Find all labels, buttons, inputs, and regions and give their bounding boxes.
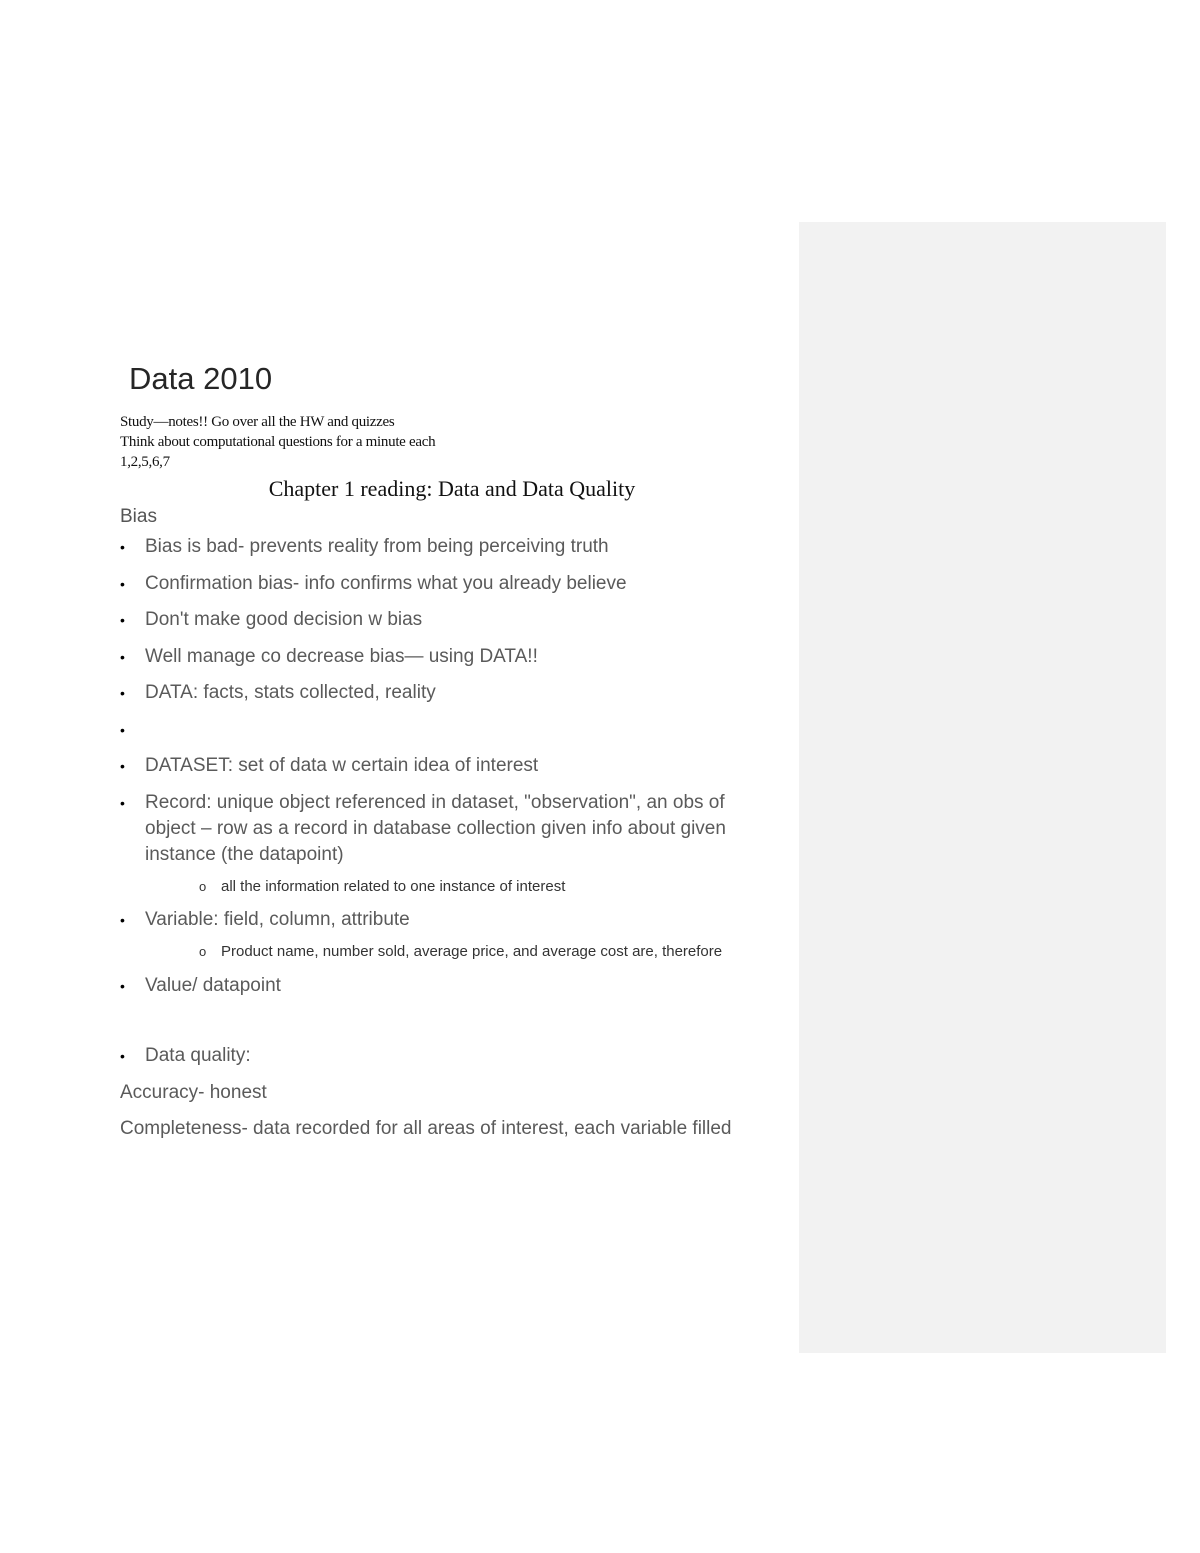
list-item-text: Value/ datapoint	[145, 974, 281, 996]
sub-bullet-icon: o	[199, 944, 207, 959]
list-item-record	[120, 790, 780, 897]
list-item-text: DATA: facts, stats collected, reality	[145, 682, 436, 703]
study-notes	[120, 412, 780, 472]
bullet-icon: •	[120, 612, 125, 628]
chapter-heading: Chapter 1 reading: Data and Data Quality	[268, 476, 636, 501]
bullet-icon: •	[120, 977, 125, 994]
study-line: 1,2,5,6,7	[120, 454, 170, 470]
sub-list-item	[145, 876, 780, 897]
bullet-icon: •	[120, 758, 125, 774]
list-item-text: Data quality:	[145, 1045, 251, 1066]
list-item-text: Variable: field, column, attribute	[145, 909, 410, 930]
sub-list-item-text: Product name, number sold, average price, and average cost are, therefore	[221, 943, 723, 960]
sub-list	[145, 941, 780, 962]
list-item-text: Well manage co decrease bias— using DATA!!	[145, 645, 538, 667]
bullet-icon: •	[120, 1048, 125, 1064]
list-item-text: Bias is bad- prevents reality from being perceiving truth	[145, 536, 609, 557]
paragraph-accuracy: Accuracy- honest	[120, 1081, 267, 1103]
document-title: Data 2010	[129, 361, 273, 396]
list-item	[120, 753, 780, 779]
spacer	[120, 1009, 780, 1043]
list-item	[120, 680, 780, 706]
sub-list-item	[145, 941, 780, 962]
list-item	[120, 644, 780, 670]
list-item-text: Don't make good decision w bias	[145, 609, 423, 630]
section-heading-bias: Bias	[120, 506, 157, 527]
bullet-icon: •	[120, 685, 125, 701]
bullet-icon: •	[120, 575, 125, 592]
paragraph-completeness: Completeness- data recorded for all areas of interest, each variable filled	[120, 1117, 732, 1139]
comment-margin-pane	[799, 222, 1166, 1353]
list-item-text: DATASET: set of data w certain idea of interest	[145, 755, 539, 776]
bullet-icon: •	[120, 794, 125, 811]
bullet-icon: •	[120, 721, 125, 738]
list-item-data-quality	[120, 1043, 780, 1069]
list-item-text: Record: unique object referenced in dataset, "observation", an obs of object – row as a record in database collection given info about given instance (the datapoint)	[145, 791, 726, 865]
list-item	[120, 973, 780, 999]
sub-bullet-icon: o	[199, 878, 207, 894]
list-item	[120, 534, 780, 560]
bullet-list	[120, 1043, 780, 1069]
study-line: Think about computational questions for a minute each	[120, 434, 436, 450]
list-item-empty	[120, 717, 780, 743]
list-item-text: Confirmation bias- info confirms what you already believe	[145, 572, 627, 594]
bullet-icon: •	[120, 539, 125, 555]
bullet-icon: •	[120, 648, 125, 665]
list-item-variable	[120, 907, 780, 962]
bullet-list	[120, 534, 780, 999]
bullet-icon: •	[120, 912, 125, 928]
study-line: Study—notes!! Go over all the HW and quizzes	[120, 414, 395, 430]
sub-list	[145, 876, 780, 897]
list-item	[120, 607, 780, 633]
document-body	[120, 360, 780, 1152]
list-item	[120, 571, 780, 597]
sub-list-item-text: all the information related to one instance of interest	[221, 877, 566, 895]
